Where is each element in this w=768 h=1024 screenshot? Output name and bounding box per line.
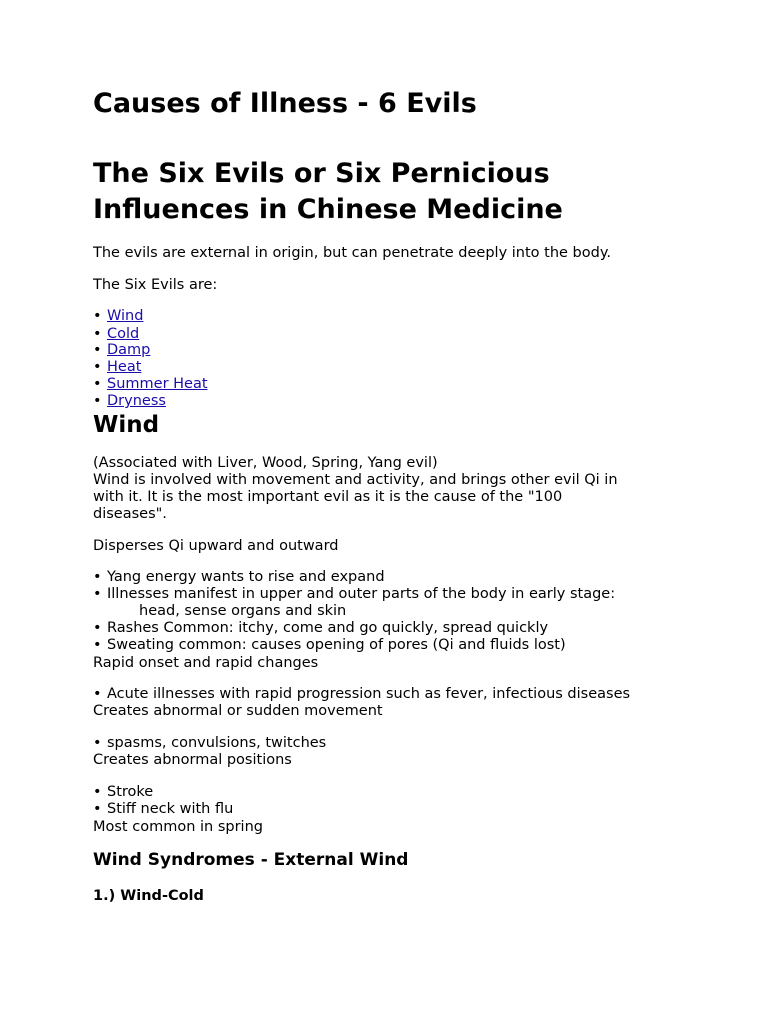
wind-disperses-text: Disperses Qi upward and outward	[93, 538, 339, 554]
evil-link-damp[interactable]: Damp	[107, 342, 151, 358]
bullet-glyph: •	[93, 308, 102, 324]
list-item	[93, 342, 150, 359]
list-item	[93, 326, 139, 343]
evil-link-cold[interactable]: Cold	[107, 326, 140, 342]
bullet-glyph: •	[93, 586, 102, 602]
rapid-onset-text: Rapid onset and rapid changes	[93, 655, 319, 671]
bullet-glyph: •	[93, 326, 102, 342]
bullet-glyph: •	[93, 376, 102, 392]
wind-cold-heading: 1.) Wind-Cold	[93, 888, 204, 904]
bullet-glyph: •	[93, 359, 102, 375]
bullet-glyph: •	[93, 784, 102, 800]
bullet-glyph: •	[93, 393, 102, 409]
list-item: • Stroke	[93, 784, 154, 800]
evil-link-heat[interactable]: Heat	[107, 359, 142, 375]
abnormal-movement-text: Creates abnormal or sudden movement	[93, 703, 383, 719]
bullet-glyph: •	[93, 637, 102, 653]
indented-list-continuation: head, sense organs and skin	[139, 603, 347, 619]
list-item: • Rashes Common: itchy, come and go quickly, spread quickly	[93, 620, 549, 636]
bullet-glyph: •	[93, 620, 102, 636]
evil-link-dryness[interactable]: Dryness	[107, 393, 166, 409]
wind-description-line-3: diseases".	[93, 506, 167, 522]
bullet-glyph: •	[93, 569, 102, 585]
evil-link-wind[interactable]: Wind	[107, 308, 144, 324]
intro-paragraph: The evils are external in origin, but can penetrate deeply into the body.	[93, 245, 611, 261]
wind-description-line-1: Wind is involved with movement and activity, and brings other evil Qi in	[93, 472, 618, 488]
list-item	[93, 308, 143, 325]
abnormal-positions-text: Creates abnormal positions	[93, 752, 292, 768]
wind-association: (Associated with Liver, Wood, Spring, Yang evil)	[93, 455, 438, 471]
list-item	[93, 376, 208, 393]
list-item: • Stiff neck with flu	[93, 801, 234, 817]
bullet-glyph: •	[93, 342, 102, 358]
bullet-glyph: •	[93, 735, 102, 751]
document-subtitle-line-2: Influences in Chinese Medicine	[93, 194, 563, 225]
list-item: • spasms, convulsions, twitches	[93, 735, 327, 751]
list-item	[93, 359, 141, 376]
evil-link-summer-heat[interactable]: Summer Heat	[107, 376, 208, 392]
bullet-glyph: •	[93, 686, 102, 702]
document-title: Causes of Illness - 6 Evils	[93, 88, 477, 119]
document-subtitle-line-1: The Six Evils or Six Pernicious	[93, 158, 550, 189]
wind-syndromes-heading: Wind Syndromes - External Wind	[93, 850, 409, 870]
list-item: • Illnesses manifest in upper and outer parts of the body in early stage:	[93, 586, 616, 602]
list-item: • Yang energy wants to rise and expand	[93, 569, 385, 585]
wind-heading: Wind	[93, 412, 160, 438]
list-item: • Acute illnesses with rapid progression such as fever, infectious diseases	[93, 686, 631, 702]
list-item	[93, 393, 166, 410]
wind-description-line-2: with it. It is the most important evil as it is the cause of the "100	[93, 489, 563, 505]
most-common-spring-text: Most common in spring	[93, 819, 263, 835]
six-evils-list-heading: The Six Evils are:	[93, 277, 218, 293]
list-item: • Sweating common: causes opening of pores (Qi and fluids lost)	[93, 637, 566, 653]
bullet-glyph: •	[93, 801, 102, 817]
